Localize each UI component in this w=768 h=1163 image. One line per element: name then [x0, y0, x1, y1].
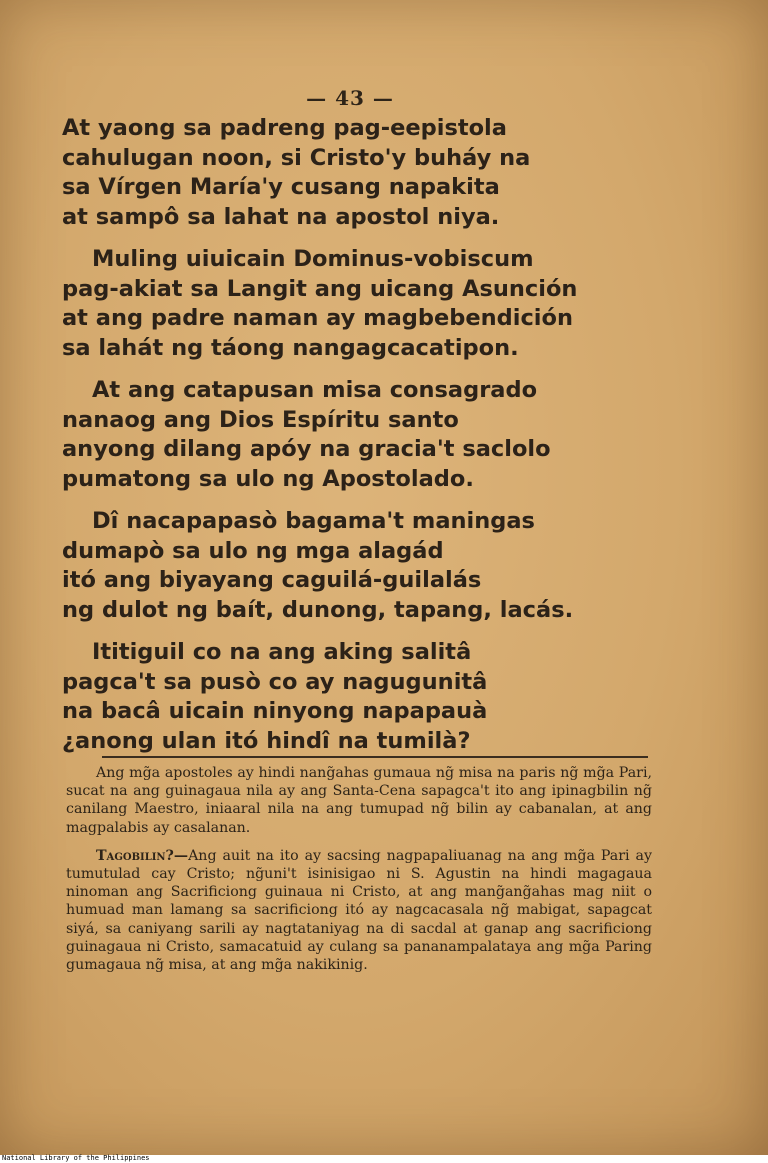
page-number: — 43 —	[306, 86, 394, 110]
poem-line: ¿anong ulan itó hindî na tumilà?	[62, 727, 471, 754]
footnote-text: Ang mg̃a apostoles ay hindi nang̃ahas gumaua ng̃ misa na paris ng̃ mg̃a Pari, sucat na ang guinagaua nila ay ang Santa-Cena sapagca't ito ang ipinagbilin ng̃ canilang Maestro, iniaaral nila na ang tumupad ng̃ bilin ay cabanalan, at ang magpalabis ay casalanan.	[66, 765, 652, 836]
poem-line: sa lahát ng táong nangagcacatipon.	[62, 334, 519, 361]
poem-line: at ang padre naman ay magbebendición	[62, 305, 573, 331]
poem-line: pagca't sa pusò co ay nagugunitâ	[62, 668, 488, 695]
poem-line: Muling uiuicain Dominus-vobiscum	[92, 246, 534, 272]
poem-line: anyong dilang apóy na gracia't saclolo	[62, 436, 551, 462]
footer-bar	[0, 1155, 768, 1163]
stanza	[62, 507, 642, 625]
footnote-title: Tagobilin?—	[96, 847, 189, 864]
poem-line: nanaog ang Dios Espíritu santo	[62, 406, 459, 433]
library-credit: National Library of the Philippines	[2, 1154, 150, 1162]
stanza	[62, 638, 642, 756]
footnote-text: Ang auit na ito ay sacsing nagpapaliuanag na ang mg̃a Pari ay tumutulad cay Cristo; ng̃uni't isinisigao ni S. Agustin na hindi magagaua ninoman ang Sacrificiong guinaua ni Cristo, at ang mang̃ang̃ahas mag niit o humuad man lamang sa sacrificiong itó ay nagcacasala ng̃ mabigat, sapagcat siyá, sa caniyang sarili ay nagtataniyag na di sacdal at ganap ang sacrificiong guinagaua ni Cristo, samacatuid ay culang sa pananampalataya ang mg̃a Paring gumagaua ng̃ misa, at ang mg̃a nakikinig.	[66, 847, 652, 974]
poem-line: itó ang biyayang caguilá-guilalás	[62, 567, 482, 593]
poem-line: dumapò sa ulo ng mga alagád	[62, 537, 444, 564]
footnotes	[66, 764, 652, 984]
poem-line: pumatong sa ulo ng Apostolado.	[62, 465, 474, 492]
poem-line: Dî nacapapasò bagama't maningas	[92, 508, 535, 534]
poem-line: At yaong sa padreng pag-eepistola	[62, 115, 507, 141]
footnote	[66, 764, 652, 837]
poem-line: Ititiguil co na ang aking salitâ	[92, 639, 472, 665]
poem-line: at sampô sa lahat na apostol niya.	[62, 203, 500, 230]
poem-line: ng dulot ng baít, dunong, tapang, lacás.	[62, 596, 574, 623]
footnote	[66, 847, 652, 974]
stanza	[62, 114, 642, 232]
poem-line: At ang catapusan misa consagrado	[92, 377, 538, 403]
stanza	[62, 245, 642, 363]
poem-line: sa Vírgen María'y cusang napakita	[62, 174, 500, 200]
stanza	[62, 376, 642, 494]
footnote-divider	[102, 756, 648, 758]
poem-line: na bacâ uicain ninyong napapauà	[62, 698, 488, 724]
poem-line: pag-akiat sa Langit ang uicang Asunción	[62, 275, 578, 302]
poem	[62, 114, 642, 769]
poem-line: cahulugan noon, si Cristo'y buháy na	[62, 144, 531, 171]
